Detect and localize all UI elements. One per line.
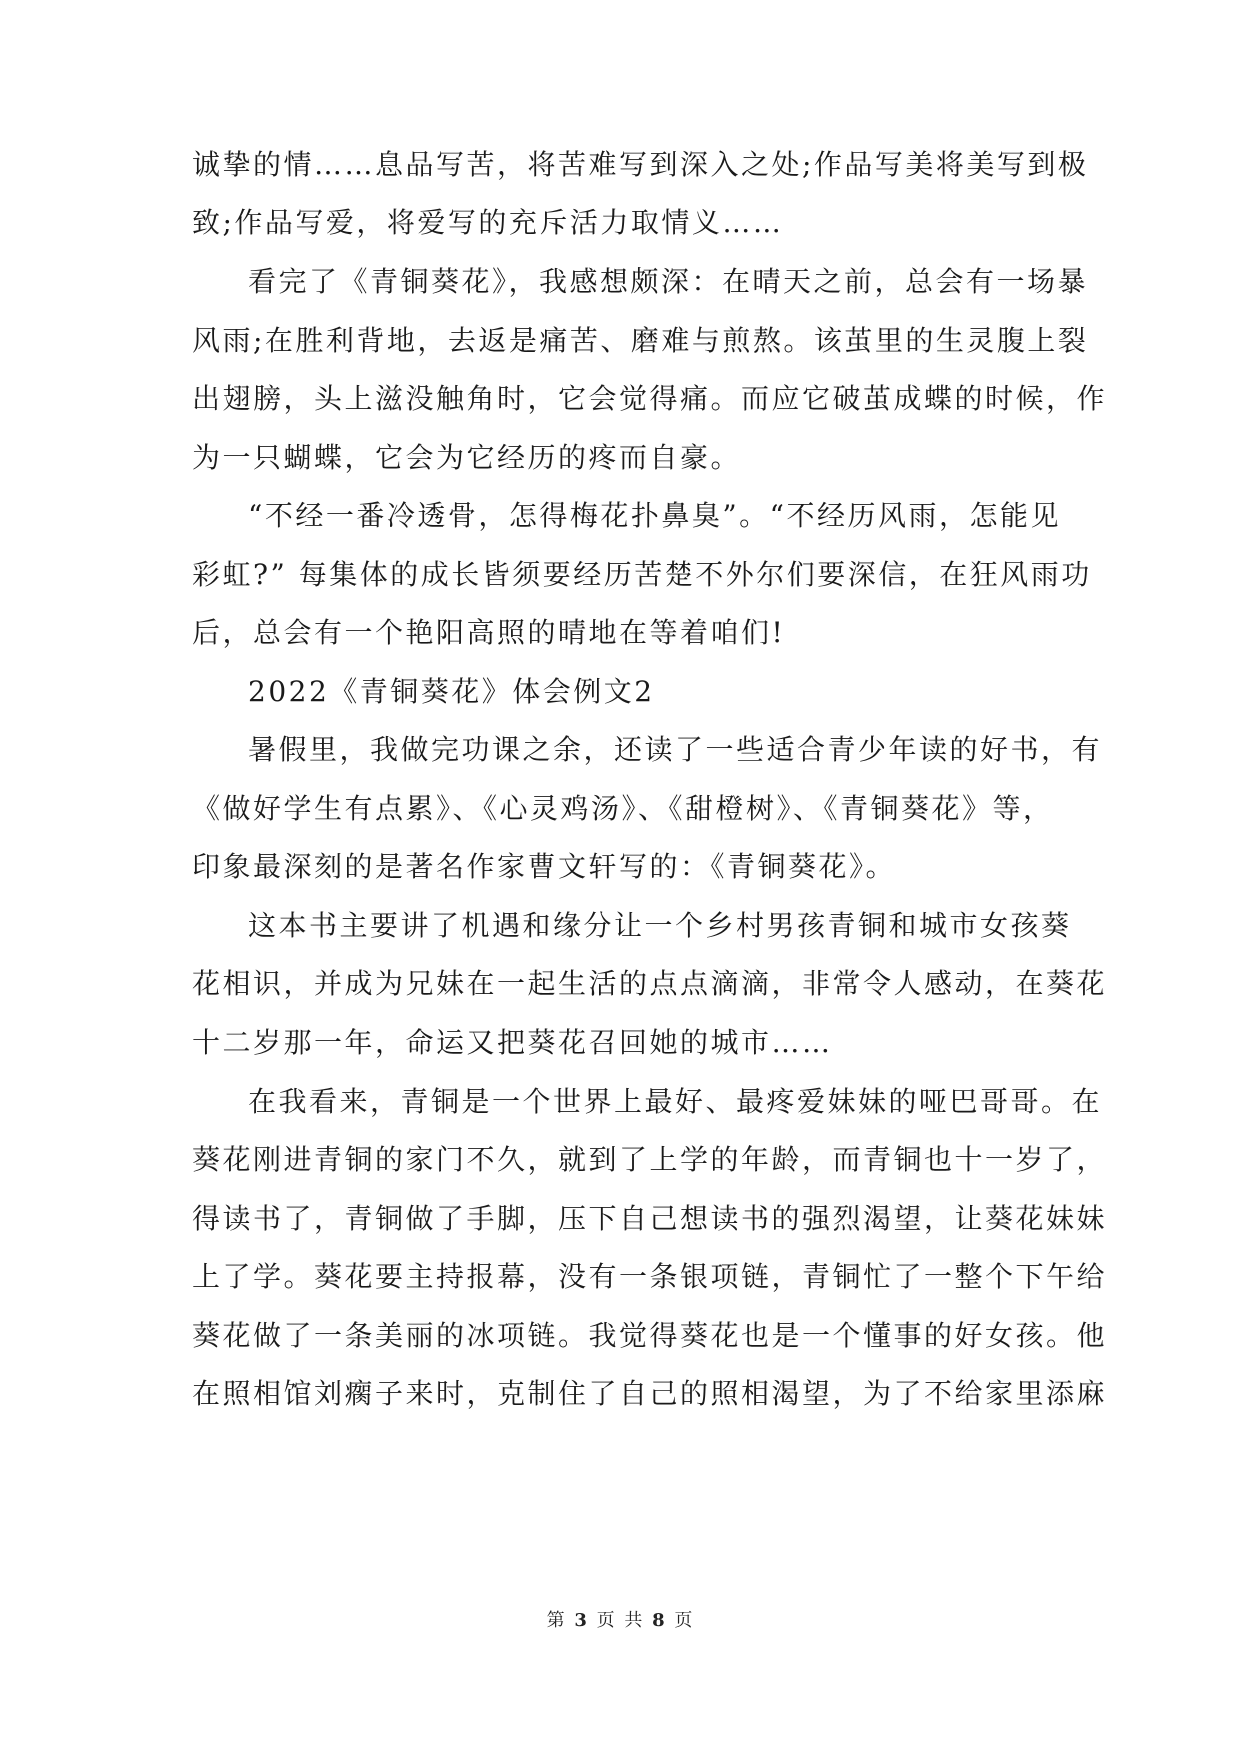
text-line: 风雨;在胜利背地，去返是痛苦、磨难与煎熬。该茧里的生灵腹上裂 [192, 324, 1089, 357]
text-line: 十二岁那一年，命运又把葵花召回她的城市…… [192, 1026, 833, 1059]
text-line: 花相识，并成为兄妹在一起生活的点点滴滴，非常令人感动，在葵花 [192, 967, 1108, 1000]
text-line: 上了学。葵花要主持报幕，没有一条银项链，青铜忙了一整个下午给 [192, 1260, 1108, 1293]
text-line: 致;作品写爱，将爱写的充斥活力取情义…… [192, 206, 784, 239]
text-line: 彩虹?” 每集体的成长皆须要经历苦楚不外尔们要深信，在狂风雨功 [192, 558, 1092, 591]
text-line: 为一只蝴蝶，它会为它经历的疼而自豪。 [192, 441, 742, 474]
text-line: “不经一番冷透骨，怎得梅花扑鼻臭”。“不经历风雨，怎能见 [248, 499, 1061, 532]
footer-prefix: 第 [546, 1610, 567, 1631]
text-line: 得读书了，青铜做了手脚，压下自己想读书的强烈渴望，让葵花妹妹 [192, 1202, 1108, 1235]
text-line: 看完了《青铜葵花》，我感想颇深：在晴天之前，总会有一场暴 [248, 265, 1089, 298]
footer-suffix: 页 [674, 1610, 695, 1631]
text-line: 《做好学生有点累》、《心灵鸡汤》、《甜橙树》、《青铜葵花》等， [192, 792, 1054, 825]
text-line: 葵花刚进青铜的家门不久，就到了上学的年龄，而青铜也十一岁了， [192, 1143, 1108, 1176]
text-line: 诚挚的情……息品写苦，将苦难写到深入之处;作品写美将美写到极 [192, 148, 1089, 181]
text-line: 这本书主要讲了机遇和缘分让一个乡村男孩青铜和城市女孩葵 [248, 909, 1072, 942]
current-page-number: 3 [574, 1610, 589, 1631]
text-line: 印象最深刻的是著名作家曹文轩写的：《青铜葵花》。 [192, 850, 897, 883]
text-line: 在照相馆刘瘸子来时，克制住了自己的照相渴望，为了不给家里添麻 [192, 1377, 1108, 1410]
total-page-count: 8 [652, 1610, 667, 1631]
page-footer [0, 1610, 1241, 1632]
text-line: 出翅膀，头上滋没触角时，它会觉得痛。而应它破茧成蝶的时候，作 [192, 382, 1108, 415]
text-line: 在我看来，青铜是一个世界上最好、最疼爱妹妹的哑巴哥哥。在 [248, 1085, 1103, 1118]
text-line: 葵花做了一条美丽的冰项链。我觉得葵花也是一个懂事的好女孩。他 [192, 1319, 1108, 1352]
text-line: 后，总会有一个艳阳高照的晴地在等着咱们! [192, 616, 786, 649]
section-heading: 2022《青铜葵花》体会例文2 [248, 675, 655, 708]
text-line: 暑假里，我做完功课之余，还读了一些适合青少年读的好书，有 [248, 733, 1103, 766]
footer-middle: 页 共 [596, 1610, 645, 1631]
